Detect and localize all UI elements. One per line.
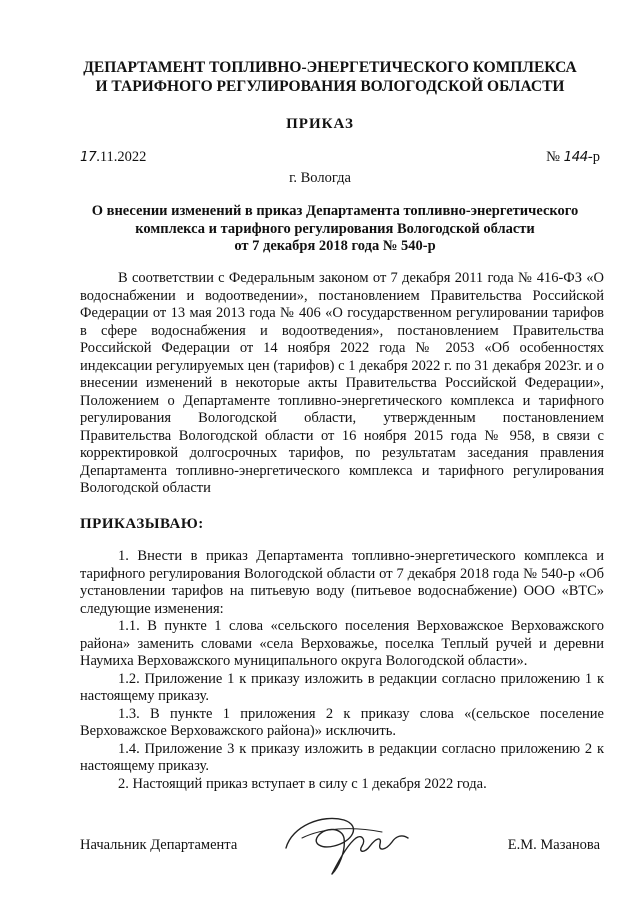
handwritten-number: 144 [563, 149, 588, 165]
preamble-text: В соответствии с Федеральным законом от 7 декабря 2011 года № 416-ФЗ «О водоснабжении и водоотведении», постановлением Правительства Российской Федерации от 13 мая 2013 года № 406 «О государственном регулировании тарифов в сфере водоснабжения и водоотведения», постановлением Правительства Российской Федерации от 14 ноября 2022 года № 2053 «Об особенностях индексации регулируемых цен (тарифов) с 1 декабря 2022 г. по 31 декабря 2023г. и о внесении изменений в некоторые акты Правительства Российской Федерации», Положением о Департаменте топливно-энергетического комплекса и тарифного регулирования Вологодской области, утвержденным постановлением Правительства Вологодской области от 16 ноября 2015 года № 958, в связи с корректировкой долгосрочных тарифов, по результатам заседания правления Департамента топливно-энергетического комплекса и тарифного регулирования Вологодской области [80, 270, 604, 496]
order-item: 1.1. В пункте 1 слова «сельского поселения Верховажское Верховажского района» заменить словами «села Верховажье, поселка Теплый ручей и деревни Наумиха Верховажского муниципального округа Вологодской области». [80, 618, 604, 669]
department-header [60, 58, 600, 96]
subject-line-3: от 7 декабря 2018 года № 540-р [234, 238, 436, 254]
signatory-position: Начальник Департамента [80, 837, 238, 853]
handwritten-day: 17 [80, 149, 97, 165]
date-rest: .11.2022 [96, 149, 147, 165]
order-item: 1. Внести в приказ Департамента топливно-энергетического комплекса и тарифного регулирования Вологодской области от 7 декабря 2018 года № 540-р «Об установлении тарифов на питьевую воду (питьевое водоснабжение) ООО «ВТС» следующие изменения: [80, 548, 604, 617]
preamble [80, 270, 604, 498]
order-date [80, 149, 146, 166]
department-line-2: И ТАРИФНОГО РЕГУЛИРОВАНИЯ ВОЛОГОДСКОЙ ОБЛАСТИ [95, 78, 565, 95]
signatory-name: Е.М. Мазанова [507, 837, 600, 853]
subject-line-2: комплекса и тарифного регулирования Вологодской области [135, 220, 535, 237]
order-item: 1.4. Приложение 3 к приказу изложить в редакции согласно приложению 2 к настоящему приказу. [80, 740, 604, 774]
handwritten-signature [282, 808, 412, 880]
order-number [546, 149, 600, 166]
order-item: 1.2. Приложение 1 к приказу изложить в редакции согласно приложению 1 к настоящему приказу. [80, 670, 604, 704]
order-title: ПРИКАЗ [286, 116, 354, 132]
order-items [80, 548, 604, 793]
decree-heading: ПРИКАЗЫВАЮ: [80, 516, 204, 532]
number-suffix: -р [587, 149, 600, 165]
department-line-1: ДЕПАРТАМЕНТ ТОПЛИВНО-ЭНЕРГЕТИЧЕСКОГО КОМПЛЕКСА [83, 59, 577, 76]
city: г. Вологда [289, 170, 351, 186]
order-item: 1.3. В пункте 1 приложения 2 к приказу слова «(сельское поселение Верховажское Верховажского района)» исключить. [80, 705, 604, 739]
subject-line-1: О внесении изменений в приказ Департамента топливно-энергетического [91, 203, 579, 219]
number-prefix: № [546, 149, 564, 165]
order-item: 2. Настоящий приказ вступает в силу с 1 декабря 2022 года. [118, 775, 487, 792]
order-subject [70, 203, 600, 256]
